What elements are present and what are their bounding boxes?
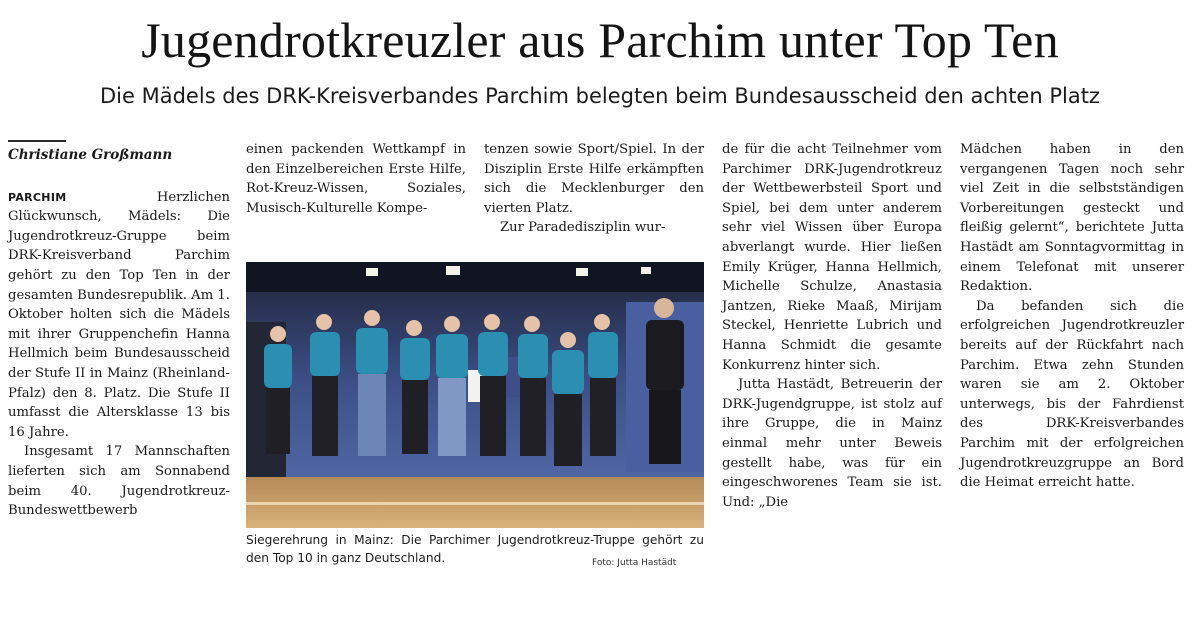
team-photo (246, 262, 704, 528)
paragraph: Da befanden sich die erfolgreichen Jugendrotkreuzler bereits auf der Rückfahrt nach Parchim. Etwa zehn Stunden waren sie am 2. Oktober unterwegs, bis der Fahrdienst des DRK-Kreisverbandes Parchim mit der erfolgreichen Jugendrotkreuzgruppe an Bord die Heimat erreicht hatte. (960, 298, 1184, 491)
paragraph: Zur Paradedisziplin wur- (500, 220, 666, 236)
paragraph: tenzen sowie Sport/Spiel. In der Disziplin Erste Hilfe erkämpften sich die Mecklenburger den vierten Platz. (484, 142, 704, 216)
photo-credit: Foto: Jutta Hastädt (592, 558, 677, 568)
paragraph: einen packenden Wettkampf in den Einzelbereichen Erste Hilfe, Rot-Kreuz-Wissen, Soziales, Musisch-Kulturelle Kompe- (246, 142, 466, 216)
column-5 (960, 140, 1184, 493)
column-3 (484, 140, 704, 238)
author-rule (8, 140, 66, 142)
paragraph (8, 188, 230, 443)
headline: Jugendrotkreuzler aus Parchim unter Top Ten (141, 12, 1059, 68)
subheadline: Die Mädels des DRK-Kreisverbandes Parchim belegten beim Bundesausscheid den achten Platz (100, 84, 1100, 108)
photo-caption: Siegerehrung in Mainz: Die Parchimer Jugendrotkreuz-Truppe gehört zu den Top 10 in ganz Deutschland. (246, 533, 704, 565)
paragraph-text: Herzlichen Glückwunsch, Mädels: Die Jugendrotkreuz-Gruppe beim DRK-Kreisverband Parchim gehört zu den Top Ten in der gesamten Bundesrepublik. Am 1. Oktober holten sich die Mädels mit ihrer Gruppenchefin Hanna Hellmich beim Bundesausscheid der Stufe II in Mainz (Rheinland-Pfalz) den 8. Platz. Die Stufe II umfasst die Altersklasse 13 bis 16 Jahre. (8, 189, 230, 440)
dateline: PARCHIM (8, 190, 67, 204)
column-2 (246, 140, 466, 218)
column-4 (722, 140, 942, 512)
author-byline: Christiane Großmann (8, 147, 173, 163)
column-1 (8, 140, 230, 521)
paragraph: de für die acht Teilnehmer vom Parchimer DRK-Jugendrotkreuz der Wettbewerbsteil Sport und Spiel, bei dem unter anderem sehr viel Wissen über Europa abverlangt wurde. Hier ließen Emily Krüger, Hanna Hellmich, Michelle Schulze, Anastasia Jantzen, Rieke Maaß, Mirijam Steckel, Henriette Lubrich und Hanna Schmidt die gesamte Konkurrenz hinter sich. (722, 142, 942, 373)
paragraph: Jutta Hastädt, Betreuerin der DRK-Jugendgruppe, ist stolz auf ihre Gruppe, die in Mainz einmal mehr unter Beweis gestellt habe, was für ein eingeschworenes Team sie ist. Und: „Die (722, 377, 942, 510)
paragraph: Mädchen haben in den vergangenen Tagen noch sehr viel Zeit in die selbstständigen Vorbereitungen gesteckt und fleißig gelernt“, berichtete Jutta Hastädt am Sonntagvormittag in einem Telefonat mit unserer Redaktion. (960, 142, 1184, 295)
paragraph: Insgesamt 17 Mannschaften lieferten sich am Sonnabend beim 40. Jugendrotkreuz-Bundeswettbewerb (8, 444, 230, 519)
